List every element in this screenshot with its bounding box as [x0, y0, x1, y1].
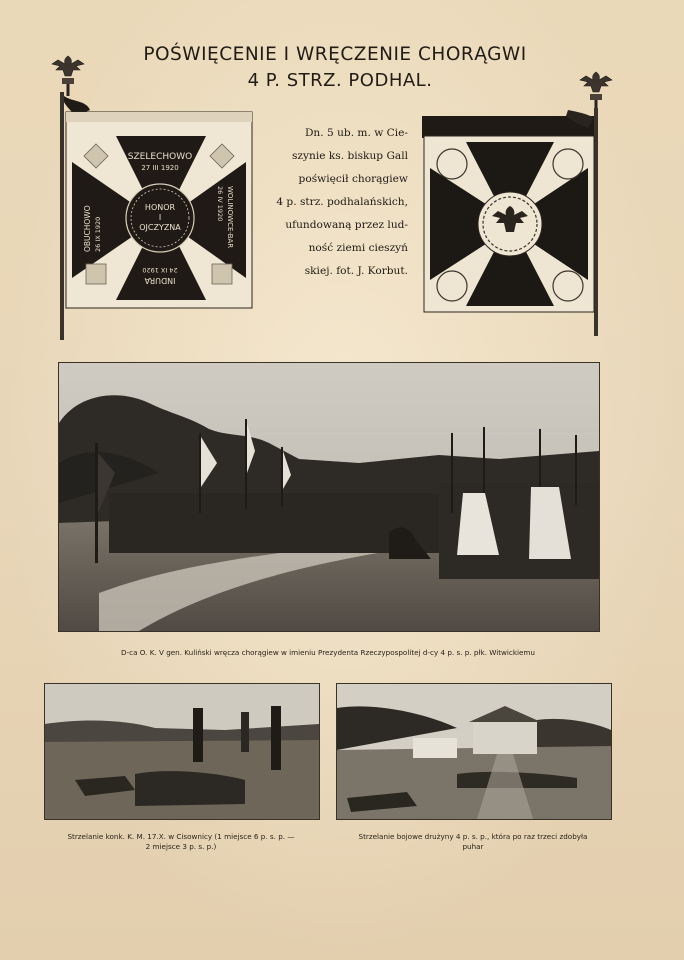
caption-text: D-ca O. K. V gen. Kuliński wręcza chorągiew w imieniu Prezydenta Rzeczypospolitej d-cy 4 p. s. p. płk. Witwickiemu	[121, 648, 535, 657]
flag-center-line1: HONOR	[144, 203, 176, 212]
article-text	[272, 122, 408, 283]
article-line: Dn. 5 ub. m. w Cie-	[304, 127, 408, 139]
main-ceremony-photo	[58, 362, 600, 632]
flag-center-line3: OJCZYZNA	[139, 223, 181, 232]
regimental-flag-right	[418, 108, 604, 336]
bottom-left-caption	[40, 832, 322, 852]
bottom-right-caption	[332, 832, 614, 852]
flag-left-text: OBUCHOWO	[83, 205, 92, 252]
flag-bottom-date: 24 IX 1920	[142, 266, 178, 274]
caption-line: puhar	[462, 842, 484, 851]
eagle-finial-right-icon	[578, 68, 614, 112]
article-line: poświęcił chorągiew	[298, 173, 408, 185]
page-subtitle: 4 P. STRZ. PODHAL.	[247, 70, 433, 91]
eagle-finial-left-icon	[50, 52, 86, 96]
caption-line: Strzelanie bojowe drużyny 4 p. s. p., która po raz trzeci zdobyła	[358, 832, 588, 841]
regimental-flag-left	[56, 92, 256, 340]
article-line: ność ziemi cieszyń	[308, 242, 408, 254]
article-line: szynie ks. biskup Gall	[292, 150, 408, 162]
caption-line: Strzelanie konk. K. M. 17.X. w Cisownicy (1 miejsce 6 p. s. p. —	[67, 832, 295, 841]
page-title: POŚWIĘCENIE I WRĘCZENIE CHORĄGWI	[143, 44, 527, 65]
bottom-left-photo	[44, 683, 320, 820]
flag-top-date: 27 III 1920	[141, 164, 179, 172]
flag-left-date: 26 IX 1920	[94, 216, 102, 252]
article-line: 4 p. strz. podhalańskich,	[276, 196, 408, 208]
caption-line: 2 miejsce 3 p. s. p.)	[145, 842, 217, 851]
flag-bottom-text: INDURA	[144, 276, 176, 285]
flag-right-text: WOLINOWCE-BAR	[226, 186, 234, 249]
flag-right-date: 26 IV 1920	[216, 186, 224, 222]
flag-center-line2: I	[158, 213, 162, 222]
bottom-right-photo	[336, 683, 612, 820]
article-line: skiej. fot. J. Korbut.	[304, 265, 408, 277]
flag-top-text: SZELECHOWO	[127, 152, 193, 162]
article-line: ufundowaną przez lud-	[285, 219, 408, 231]
main-photo-caption	[58, 648, 598, 658]
